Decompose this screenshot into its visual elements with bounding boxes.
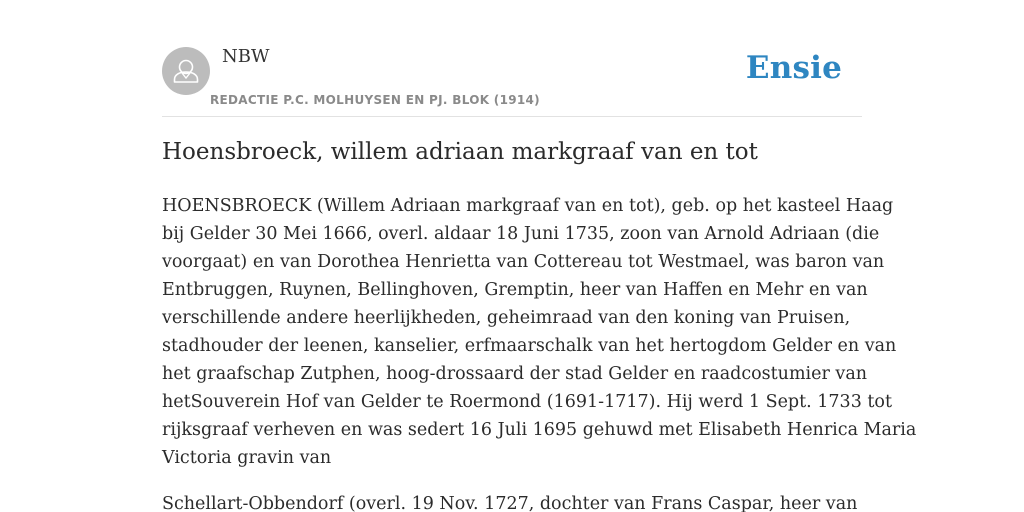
text-line: bij Gelder 30 Mei 1666, overl. aldaar 18 Juni 1735, zoon van Arnold Adriaan (die xyxy=(162,224,880,244)
text-line: Entbruggen, Ruynen, Bellinghoven, Gremptin, heer van Haffen en Mehr en van xyxy=(162,280,868,300)
article-header xyxy=(162,0,862,117)
author-avatar[interactable] xyxy=(162,47,210,95)
user-icon xyxy=(162,47,210,95)
text-line: HOENSBROECK (Willem Adriaan markgraaf van en tot), geb. op het kasteel Haag xyxy=(162,196,894,216)
article-paragraph-1 xyxy=(162,192,917,472)
text-line: hetSouverein Hof van Gelder te Roermond (1691-1717). Hij werd 1 Sept. 1733 tot xyxy=(162,392,892,412)
ensie-logo[interactable]: Ensie xyxy=(745,50,842,86)
text-line: rijksgraaf verheven en was sedert 16 Juli 1695 gehuwd met Elisabeth Henrica Maria xyxy=(162,420,917,440)
text-line: het graafschap Zutphen, hoog-drossaard der stad Gelder en raadcostumier van xyxy=(162,364,868,384)
text-line: Victoria gravin van xyxy=(162,448,332,468)
article-paragraph-2 xyxy=(162,490,862,512)
author-name[interactable]: NBW xyxy=(222,46,270,67)
text-line: verschillende andere heerlijkheden, geheimraad van den koning van Pruisen, xyxy=(162,308,851,328)
text-line: stadhouder der leenen, kanselier, erfmaarschalk van het hertogdom Gelder en van xyxy=(162,336,897,356)
text-line: Schellart-Obbendorf (overl. 19 Nov. 1727, dochter van Frans Caspar, heer van xyxy=(162,494,858,512)
source-byline: REDACTIE P.C. MOLHUYSEN EN PJ. BLOK (1914) xyxy=(210,93,540,107)
article-title: Hoensbroeck, willem adriaan markgraaf van en tot xyxy=(162,139,758,165)
text-line: voorgaat) en van Dorothea Henrietta van Cottereau tot Westmael, was baron van xyxy=(162,252,885,272)
article-body xyxy=(162,192,917,512)
